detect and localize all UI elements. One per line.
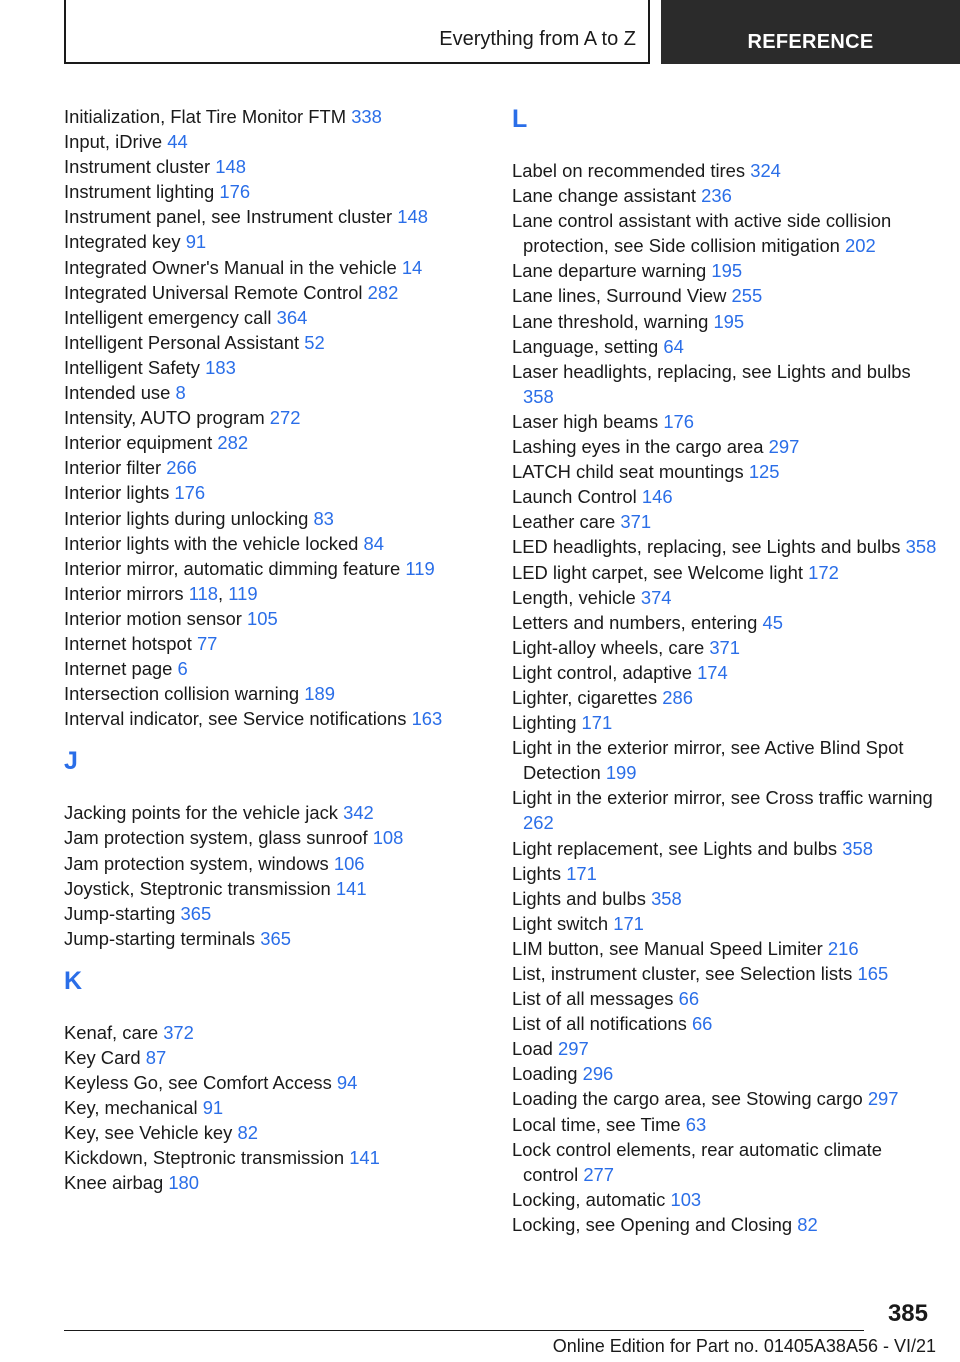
page-link[interactable]: 103 xyxy=(670,1188,702,1210)
index-entry-text: Interior mirrors xyxy=(64,582,184,604)
index-entry-text: Internet hotspot xyxy=(64,632,192,654)
index-entry-text: Lane departure warning xyxy=(512,260,707,282)
index-entry-text: List, instrument cluster, see Selection lists xyxy=(512,963,853,984)
index-entry xyxy=(64,430,484,455)
index-entry xyxy=(64,901,484,926)
page-link[interactable]: 45 xyxy=(762,611,783,633)
page-link[interactable]: 296 xyxy=(582,1063,614,1085)
index-entry-text: Lighter, cigarettes xyxy=(512,686,658,708)
index-entry xyxy=(512,560,937,585)
index-entry-text: Intelligent emergency call xyxy=(64,306,272,328)
page-link[interactable]: 82 xyxy=(797,1213,818,1235)
index-entry xyxy=(512,484,937,509)
index-entry xyxy=(64,104,484,129)
footer-rule xyxy=(64,1330,864,1331)
page-link[interactable]: 358 xyxy=(651,887,682,909)
index-entry-text: Intensity, AUTO program xyxy=(64,407,265,429)
index-entry xyxy=(512,735,937,785)
index-entry xyxy=(512,283,937,308)
page-link[interactable]: 342 xyxy=(343,802,374,824)
page-link[interactable]: 146 xyxy=(641,486,673,508)
index-entry xyxy=(512,685,937,710)
page-link[interactable]: 297 xyxy=(558,1038,589,1060)
index-entry-text: Lane control assistant with active side collision protection, see Side collision mitigation xyxy=(512,210,892,257)
page-link[interactable]: 358 xyxy=(523,385,554,407)
index-entry xyxy=(512,1137,937,1187)
page-link[interactable]: 365 xyxy=(180,902,212,924)
page-link[interactable]: 106 xyxy=(333,852,365,874)
page-link[interactable]: 171 xyxy=(566,862,597,884)
page-link[interactable]: 272 xyxy=(269,407,301,429)
index-entry xyxy=(512,710,937,735)
index-letter-heading: K xyxy=(64,966,83,995)
index-entry-text: Lashing eyes in the cargo area xyxy=(512,436,764,458)
page-link[interactable]: 14 xyxy=(401,256,423,278)
index-entry xyxy=(512,183,937,208)
index-entry-text: LED headlights, replacing, see Lights and bulbs xyxy=(512,536,901,558)
index-entry-text: Keyless Go, see Comfort Access xyxy=(64,1072,332,1094)
index-entry-text: Intended use xyxy=(64,382,171,404)
index-entry: Interior mirrors 118, 119 xyxy=(64,582,258,604)
page-link[interactable]: 176 xyxy=(219,181,251,203)
index-entry-text: Lighting xyxy=(512,712,577,734)
index-entry xyxy=(64,1045,484,1070)
page-link[interactable]: 338 xyxy=(351,106,382,127)
index-letter-heading: L xyxy=(512,105,528,133)
page-link[interactable]: 297 xyxy=(867,1088,899,1110)
index-entry xyxy=(64,606,484,631)
page-link[interactable]: 176 xyxy=(663,410,695,432)
index-entry xyxy=(512,986,937,1011)
page-link[interactable]: 371 xyxy=(709,636,740,658)
page-link[interactable]: 358 xyxy=(842,837,873,859)
page-link[interactable]: 324 xyxy=(750,160,781,181)
index-entry-text: LIM button, see Manual Speed Limiter xyxy=(512,937,823,959)
page-link[interactable]: 91 xyxy=(202,1097,224,1119)
index-entry xyxy=(512,434,937,459)
index-entry xyxy=(64,631,484,656)
index-entry xyxy=(64,204,484,229)
page-link[interactable]: 171 xyxy=(613,912,644,934)
page-link[interactable]: 84 xyxy=(363,532,384,554)
index-entry xyxy=(64,825,484,850)
page-link[interactable]: 372 xyxy=(163,1021,194,1043)
index-entry-text: Intersection collision warning xyxy=(64,683,300,705)
index-entry xyxy=(512,534,937,559)
index-entry xyxy=(512,1011,937,1036)
index-entry xyxy=(64,179,484,204)
index-entry xyxy=(512,158,937,183)
index-letter-heading: J xyxy=(64,747,78,776)
index-entry-text: Interior mirror, automatic dimming feature xyxy=(64,557,401,579)
page-link[interactable]: 165 xyxy=(857,963,889,984)
index-entry xyxy=(512,1212,937,1237)
index-entry xyxy=(512,208,937,258)
index-entry xyxy=(512,911,937,936)
page-link[interactable]: 216 xyxy=(827,937,859,959)
index-entry-text: Key, mechanical xyxy=(64,1097,198,1119)
index-entry xyxy=(64,506,484,531)
index-entry-text: Language, setting xyxy=(512,335,659,357)
index-entry-text: List of all messages xyxy=(512,988,674,1010)
index-entry-text: Label on recommended tires xyxy=(512,160,746,181)
page-link[interactable]: 82 xyxy=(237,1122,258,1144)
index-entry xyxy=(64,255,484,280)
index-entry xyxy=(64,556,484,581)
index-entry-text: Laser high beams xyxy=(512,410,659,432)
index-entry xyxy=(64,305,484,330)
index-entry xyxy=(512,409,937,434)
page-link[interactable]: 163 xyxy=(411,708,443,730)
index-entry-text: Interior motion sensor xyxy=(64,607,242,629)
page-link[interactable]: 87 xyxy=(145,1047,167,1068)
page-number: 385 xyxy=(887,1300,928,1327)
index-entry xyxy=(64,1120,484,1145)
index-entry-text: Launch Control xyxy=(512,486,637,508)
index-entry-text: Leather care xyxy=(512,511,616,533)
page-link[interactable]: 286 xyxy=(662,686,693,708)
index-entry-text: Initialization, Flat Tire Monitor FTM xyxy=(64,106,347,127)
index-entry-text: Interior equipment xyxy=(64,432,213,454)
index-entry xyxy=(64,480,484,505)
page-link[interactable]: 108 xyxy=(372,827,404,849)
index-entry-text: Letters and numbers, entering xyxy=(512,611,758,633)
index-entry xyxy=(512,1061,937,1086)
page-link[interactable]: 236 xyxy=(701,185,732,207)
page-link[interactable]: 66 xyxy=(678,988,700,1010)
index-entry-text: Jump-starting xyxy=(64,902,176,924)
index-entry xyxy=(64,380,484,405)
index-entry xyxy=(512,459,937,484)
page-link[interactable]: 119 xyxy=(405,557,435,579)
index-entry xyxy=(64,926,484,951)
index-entry xyxy=(512,886,937,911)
page-link[interactable]: 195 xyxy=(713,310,745,332)
page-link[interactable]: 183 xyxy=(205,356,236,378)
index-entry xyxy=(512,861,937,886)
index-entry xyxy=(64,280,484,305)
page-link[interactable]: 94 xyxy=(336,1072,358,1094)
index-entry xyxy=(64,355,484,380)
index-entry-text: LED light carpet, see Welcome light xyxy=(512,561,803,583)
index-entry-text: Light in the exterior mirror, see Active Blind Spot Detection xyxy=(512,737,904,784)
page-link[interactable]: 262 xyxy=(523,812,554,834)
index-entry-text: Instrument panel, see Instrument cluster xyxy=(64,206,393,228)
index-entry-text: Light switch xyxy=(512,912,609,934)
index-entry-text: Light in the exterior mirror, see Cross traffic warning xyxy=(512,787,933,809)
index-entry xyxy=(512,936,937,961)
page-link[interactable]: 141 xyxy=(349,1147,380,1169)
index-entry xyxy=(64,1170,484,1195)
index-entry xyxy=(64,129,484,154)
index-entry xyxy=(512,309,937,334)
page-link[interactable]: 174 xyxy=(697,661,728,683)
page-link[interactable]: 255 xyxy=(731,285,763,307)
index-entry-text: Internet page xyxy=(64,658,173,680)
index-entry-text: Integrated Universal Remote Control xyxy=(64,281,363,303)
index-entry-text: Interior lights xyxy=(64,482,170,504)
index-entry-text: Kenaf, care xyxy=(64,1021,159,1043)
index-column-left xyxy=(64,104,484,1196)
index-entry-text: Lane change assistant xyxy=(512,185,697,207)
index-entry-text: Key, see Vehicle key xyxy=(64,1122,233,1144)
page-link[interactable]: 141 xyxy=(335,877,367,899)
index-entry-text: Lights and bulbs xyxy=(512,887,646,909)
page-link[interactable]: 91 xyxy=(185,231,207,253)
index-entry xyxy=(64,851,484,876)
index-entry xyxy=(64,800,484,825)
page-link[interactable]: 172 xyxy=(808,561,839,583)
index-entry xyxy=(512,1086,937,1111)
index-entry-text: Load xyxy=(512,1038,553,1060)
index-entry xyxy=(64,229,484,254)
page-link[interactable]: 119 xyxy=(228,582,258,604)
page-link[interactable]: 44 xyxy=(167,131,188,153)
index-entry xyxy=(64,455,484,480)
index-entry xyxy=(64,405,484,430)
index-entry-text: Locking, see Opening and Closing xyxy=(512,1213,793,1235)
index-entry xyxy=(64,706,484,731)
index-entry-text: Knee airbag xyxy=(64,1172,164,1194)
index-entry xyxy=(64,681,484,706)
index-entry xyxy=(64,1095,484,1120)
index-entry-text: Integrated Owner's Manual in the vehicle xyxy=(64,256,397,278)
index-entry xyxy=(512,258,937,283)
index-entry-text: Loading the cargo area, see Stowing cargo xyxy=(512,1088,863,1110)
index-entry xyxy=(512,836,937,861)
index-entry-text: Loading xyxy=(512,1063,578,1085)
index-entry-text: Interior lights during unlocking xyxy=(64,507,309,529)
page-link[interactable]: 171 xyxy=(581,712,613,734)
page-link[interactable]: 148 xyxy=(397,206,428,228)
page-link[interactable]: 374 xyxy=(640,586,672,608)
page-link[interactable]: 8 xyxy=(175,382,186,404)
index-entry-text: Input, iDrive xyxy=(64,131,163,153)
index-entry xyxy=(512,1036,937,1061)
index-entry xyxy=(512,610,937,635)
page-link[interactable]: 199 xyxy=(605,762,637,784)
index-entry xyxy=(64,1145,484,1170)
page-link[interactable]: 277 xyxy=(583,1163,615,1185)
page-link[interactable]: 371 xyxy=(620,511,652,533)
index-entry xyxy=(512,660,937,685)
page-link[interactable]: 83 xyxy=(313,507,334,529)
index-entry-text: Local time, see Time xyxy=(512,1113,681,1135)
index-entry-text: Instrument cluster xyxy=(64,156,211,178)
index-entry xyxy=(512,359,937,409)
index-entry xyxy=(64,1070,484,1095)
page-link[interactable]: 52 xyxy=(304,331,325,353)
index-entry xyxy=(512,1112,937,1137)
index-entry xyxy=(512,1187,937,1212)
index-entry-text: Laser headlights, replacing, see Lights and bulbs xyxy=(512,360,911,382)
index-entry-text: Integrated key xyxy=(64,231,181,253)
index-entry xyxy=(512,961,937,986)
index-entry-text: Lane lines, Surround View xyxy=(512,285,727,307)
index-entry-text: Locking, automatic xyxy=(512,1188,666,1210)
page-link[interactable]: 364 xyxy=(276,306,308,328)
index-entry-text: Joystick, Steptronic transmission xyxy=(64,877,331,899)
index-entry xyxy=(64,876,484,901)
page-link[interactable]: 189 xyxy=(304,683,335,705)
index-entry-text: Intelligent Safety xyxy=(64,356,200,378)
page-link[interactable]: 77 xyxy=(196,632,218,654)
index-entry xyxy=(64,330,484,355)
page-link[interactable]: 6 xyxy=(177,658,188,680)
page-link[interactable]: 266 xyxy=(166,457,197,479)
index-entry-text: Lights xyxy=(512,862,562,884)
index-entry-text: Key Card xyxy=(64,1047,141,1068)
index-entry xyxy=(64,1020,484,1045)
index-entry-text: Intelligent Personal Assistant xyxy=(64,331,300,353)
index-entry-text: Jump-starting terminals xyxy=(64,927,256,949)
index-entry-text: Light control, adaptive xyxy=(512,661,692,683)
index-entry xyxy=(512,509,937,534)
page-link[interactable]: 202 xyxy=(845,235,876,257)
index-entry-text: Length, vehicle xyxy=(512,586,636,608)
index-entry-text: LATCH child seat mountings xyxy=(512,461,744,483)
index-entry xyxy=(64,656,484,681)
header-bottom-rule xyxy=(64,62,650,64)
page-link[interactable]: 148 xyxy=(215,156,246,178)
page-link[interactable]: 282 xyxy=(217,432,249,454)
page-link[interactable]: 195 xyxy=(711,260,743,282)
page-link[interactable]: 105 xyxy=(246,607,278,629)
page-link[interactable]: 365 xyxy=(260,927,291,949)
index-entry-text: Interior filter xyxy=(64,457,162,479)
index-entry xyxy=(512,585,937,610)
index-entry-text: List of all notifications xyxy=(512,1013,687,1035)
index-entry-text: Light replacement, see Lights and bulbs xyxy=(512,837,838,859)
page-link[interactable]: 118 xyxy=(188,582,219,604)
page-link[interactable]: 63 xyxy=(685,1113,707,1135)
page-link[interactable]: 125 xyxy=(748,461,780,483)
index-entry-text: Interval indicator, see Service notifications xyxy=(64,708,407,730)
index-entry-text: Jam protection system, glass sunroof xyxy=(64,827,368,849)
index-entry xyxy=(64,154,484,179)
index-entry-text: Light-alloy wheels, care xyxy=(512,636,705,658)
page-link[interactable]: 64 xyxy=(663,335,684,357)
index-entry-text: Kickdown, Steptronic transmission xyxy=(64,1147,345,1169)
index-entry-text: Jam protection system, windows xyxy=(64,852,329,874)
page-link[interactable]: 282 xyxy=(367,281,399,303)
index-entry xyxy=(64,531,484,556)
section-title: Everything from A to Z xyxy=(439,28,636,50)
index-entry-text: Lane threshold, warning xyxy=(512,310,709,332)
page-link[interactable]: 358 xyxy=(905,536,937,558)
index-entry xyxy=(512,334,937,359)
page-link[interactable]: 176 xyxy=(174,482,206,504)
index-column-right xyxy=(512,104,937,1237)
index-entry-text: Instrument lighting xyxy=(64,181,215,203)
index-entry-text: Jacking points for the vehicle jack xyxy=(64,802,338,824)
page-link[interactable]: 66 xyxy=(691,1013,713,1035)
index-entry xyxy=(512,635,937,660)
page-link[interactable]: 180 xyxy=(168,1172,199,1194)
edition-footer: Online Edition for Part no. 01405A38A56 - VI/21 xyxy=(552,1336,936,1356)
index-entry-text: Interior lights with the vehicle locked xyxy=(64,532,359,554)
page-link[interactable]: 297 xyxy=(768,436,800,458)
header-right-rule xyxy=(648,0,650,64)
index-entry xyxy=(512,785,937,835)
reference-tab[interactable]: REFERENCE xyxy=(661,0,960,64)
index-entry-text: Lock control elements, rear automatic climate control xyxy=(512,1138,883,1185)
